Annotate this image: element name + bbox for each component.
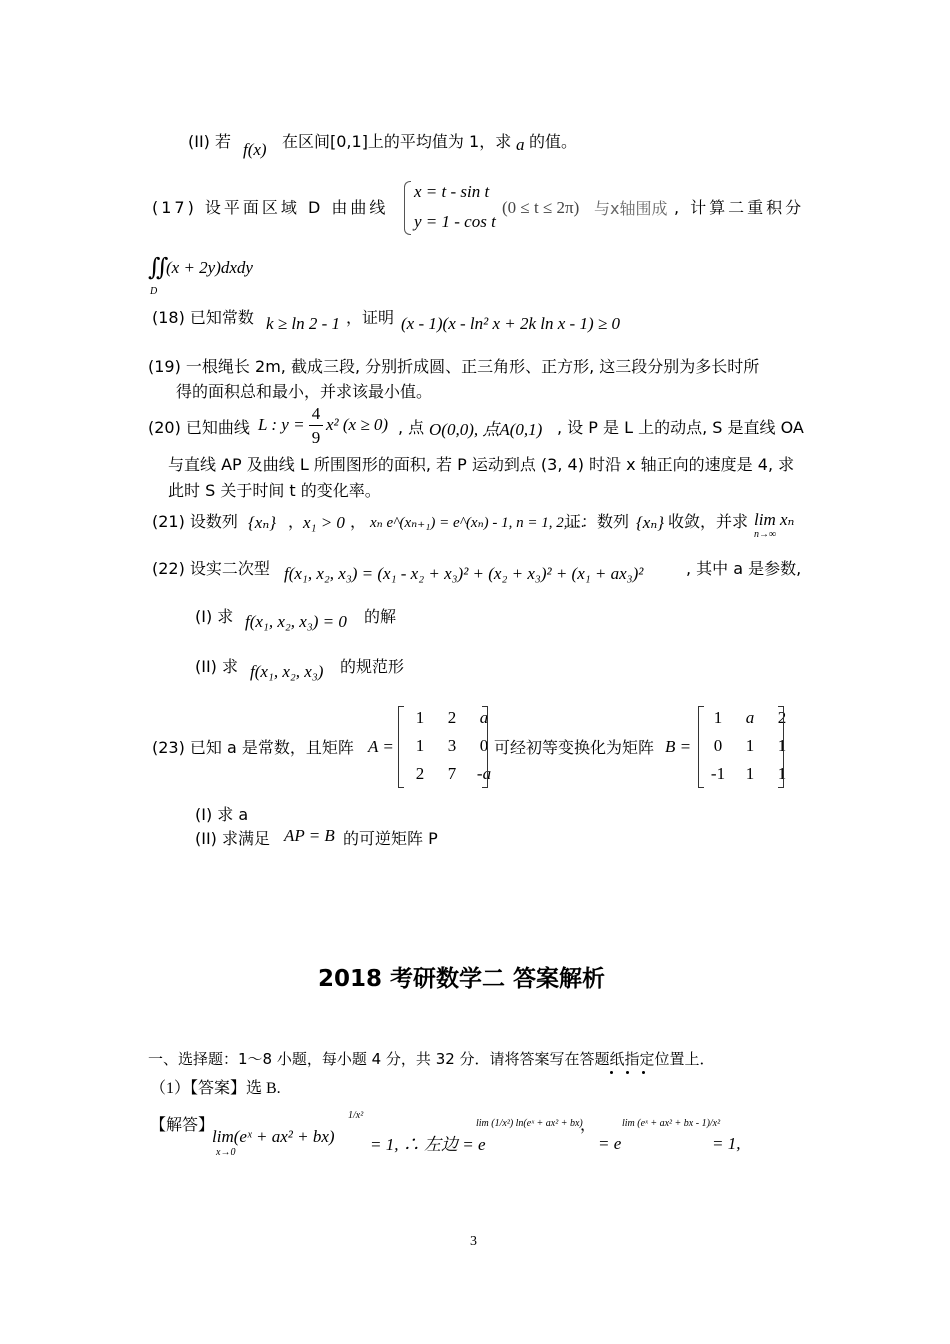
q16-fx: f(x) (243, 140, 267, 159)
matrix-A-cell: 1 (415, 736, 425, 755)
answer-1: （1）【答案】选 B. (150, 1080, 281, 1097)
matrix-A-cell: 2 (447, 708, 457, 727)
q21-prefix: (21) 设数列 (152, 512, 238, 531)
sol-lim2-prefix: = e (598, 1134, 622, 1153)
q22-suffix: , 其中 a 是参数, (686, 559, 802, 578)
q20-frac-bar (309, 425, 323, 426)
q22-p2-label: (II) 求 (195, 657, 239, 676)
q17-prefix: (17) 设平面区域 D 由曲线 (152, 198, 389, 217)
q23-p1: (I) 求 a (195, 805, 249, 824)
q22-p2-eq: f(x₁, x₂, x₃) (250, 662, 324, 681)
matrix-B-cell: 1 (713, 708, 723, 727)
emphasis-dot (626, 1071, 629, 1074)
q19-line1: (19) 一根绳长 2m, 截成三段, 分别折成圆、正三角形、正方形, 这三段分别为多长时所 (148, 357, 760, 376)
q16-prefix: (II) 若 (188, 132, 232, 151)
q18-mid: ，证明 (346, 308, 395, 327)
q21-seq2: {xₙ} (636, 513, 665, 532)
q20-prefix: (20) 已知曲线 (148, 418, 250, 437)
matrix-A-cell: 1 (415, 708, 425, 727)
matrix-A-cell: -a (476, 764, 492, 783)
q21-c1: x₁ > 0 (303, 513, 345, 532)
q23-B-label: B = (665, 737, 692, 756)
q21-mid: 证：数列 (565, 512, 630, 531)
q17-brace (404, 181, 411, 235)
matrix-B-right-bracket (778, 706, 784, 788)
sol-lim1-rest: = 1, ∴ 左边 = e (370, 1135, 486, 1154)
q21-lim-sub: n→∞ (754, 529, 777, 540)
q18-ineq: (x - 1)(x - ln² x + 2k ln x - 1) ≥ 0 (401, 314, 620, 333)
q19-line2: 得的面积总和最小，并求该最小值。 (176, 382, 433, 401)
q20-mid: , 点 (398, 418, 425, 437)
solution-label: 【解答】 (150, 1117, 215, 1134)
section-heading: 一、选择题：1～8 小题，每小题 4 分，共 32 分．请将答案写在答题纸指定位置上． (148, 1050, 715, 1068)
matrix-B-cell: 1 (777, 764, 787, 783)
q21-c2: xₙ e^(xₙ₊₁) = e^(xₙ) - 1, n = 1, 2, … (370, 515, 585, 531)
matrix-A-cell: 3 (447, 736, 457, 755)
q23-mid: 可经初等变换化为矩阵 (494, 738, 655, 757)
q20-num: 4 (311, 404, 321, 423)
matrix-B-cell: a (745, 708, 755, 727)
matrix-A-cell: 2 (415, 764, 425, 783)
q17-integral: (x + 2y)dxdy (166, 258, 253, 277)
sol-comma: ， (580, 1115, 597, 1134)
matrix-A-right-bracket (482, 706, 488, 788)
q21-mid2: 收敛，并求 (668, 512, 749, 531)
q21-comma1: ， (288, 512, 305, 531)
matrix-B-cell: 0 (713, 736, 723, 755)
q17-line1: x = t - sin t (414, 182, 490, 201)
q20-line2: 与直线 AP 及曲线 L 所围图形的面积, 若 P 运动到点 (3, 4) 时沿 x 轴正向的速度是 4, 求 (168, 455, 795, 474)
q20-line3: 此时 S 关于时间 t 的变化率。 (168, 481, 381, 500)
q16-mid: 在区间[0,1]上的平均值为 1，求 (282, 132, 512, 151)
q22-form: f(x₁, x₂, x₃) = (x₁ - x₂ + x₃)² + (x₂ + x₃)² + (x₁ + ax₃)² (284, 564, 644, 583)
q20-points: O(0,0), 点A(0,1) (429, 420, 543, 439)
q16-suffix: 的值。 (529, 132, 578, 151)
sol-lim2-rest: = 1, (712, 1134, 741, 1153)
matrix-B-cell: 1 (745, 736, 755, 755)
matrix-B-cell: -1 (710, 764, 726, 783)
matrix-A-cell: 7 (447, 764, 457, 783)
sol-lim1-exp2: lim (1/x²) ln(eˣ + ax² + bx) (476, 1118, 583, 1129)
sol-lim1-exp: 1/x² (348, 1110, 364, 1121)
q23-p2-prefix: (II) 求满足 (195, 829, 271, 848)
q21-comma2: ， (350, 512, 367, 531)
q17-line2: y = 1 - cos t (414, 212, 496, 231)
matrix-A-cell: a (479, 708, 489, 727)
q23-p2-suffix: 的可逆矩阵 P (343, 829, 438, 848)
page-title: 2018 考研数学二 答案解析 (318, 966, 606, 992)
q23-p2-eq: AP = B (284, 826, 335, 845)
q18-cond: k ≥ ln 2 - 1 (266, 314, 341, 333)
q22-p2-suffix: 的规范形 (340, 657, 405, 676)
q20-curve2: x² (x ≥ 0) (326, 415, 389, 434)
q23-A-label: A = (368, 737, 394, 756)
sol-lim1: lim(eˣ + ax² + bx) (212, 1127, 335, 1146)
page-number: 3 (470, 1234, 477, 1249)
matrix-B-cell: 1 (745, 764, 755, 783)
q22-p1-suffix: 的解 (364, 607, 397, 626)
q22-p1-eq: f(x₁, x₂, x₃) = 0 (245, 612, 347, 631)
sol-lim1-sub: x→0 (216, 1147, 236, 1158)
q22-p1-label: (I) 求 (195, 607, 234, 626)
matrix-B-cell: 2 (777, 708, 787, 727)
q17-int-sub: D (150, 286, 158, 297)
q21-seq: {xₙ} (248, 513, 277, 532)
sol-lim2-exp: lim (eˣ + ax² + bx - 1)/x² (622, 1118, 721, 1129)
q18-prefix: (18) 已知常数 (152, 308, 254, 327)
q23-prefix: (23) 已知 a 是常数，且矩阵 (152, 738, 354, 757)
matrix-B-cell: 1 (777, 736, 787, 755)
q20-den: 9 (311, 428, 321, 447)
q17-suffix: , 计算二重积分 (674, 198, 805, 217)
emphasis-dot (642, 1071, 645, 1074)
emphasis-dot (610, 1071, 613, 1074)
q16-a: a (516, 135, 525, 154)
q20-rest: , 设 P 是 L 上的动点, S 是直线 OA (557, 418, 804, 437)
q22-prefix: (22) 设实二次型 (152, 559, 270, 578)
q17-bound: 与x轴围成 (594, 199, 668, 218)
q21-lim: lim xₙ (754, 510, 795, 529)
q17-range: (0 ≤ t ≤ 2π) (502, 198, 580, 217)
double-integral-icon: ∬ (148, 255, 169, 281)
matrix-A-cell: 0 (479, 736, 489, 755)
q20-curve: L : y = (258, 415, 305, 434)
